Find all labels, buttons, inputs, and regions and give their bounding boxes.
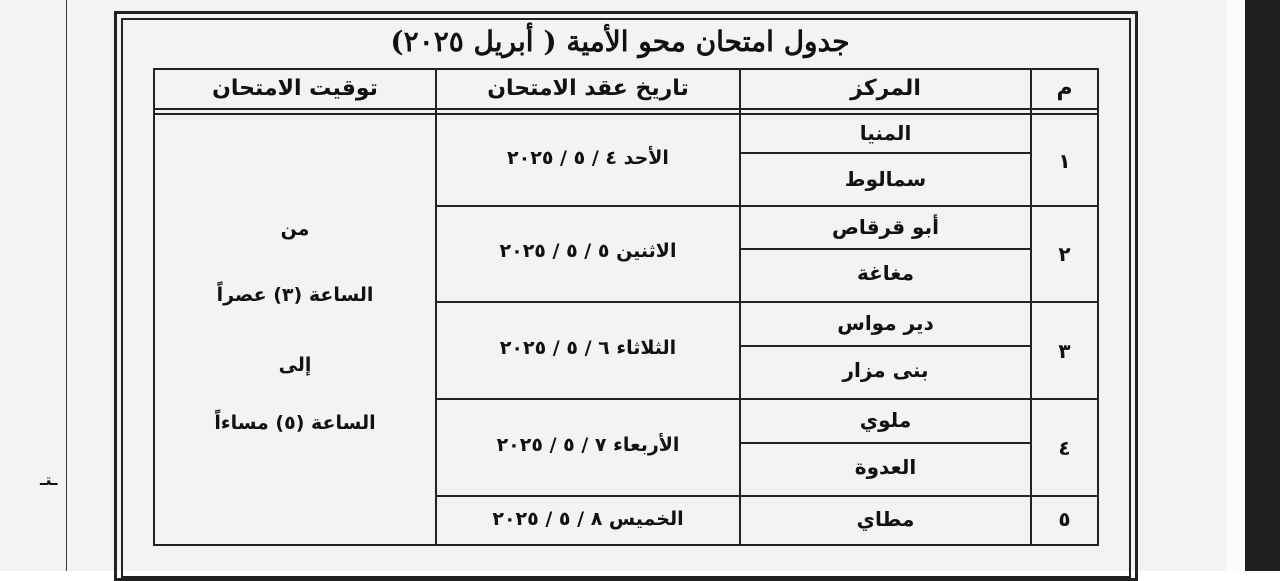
row-3-num: ٣	[1058, 339, 1071, 363]
group-sep-1	[435, 205, 1099, 207]
sub-sep-1	[739, 152, 1030, 154]
page-edge	[1226, 0, 1245, 571]
row-2-center-1: أبو قرقاص	[832, 215, 939, 239]
row-1-center-1: المنيا	[859, 121, 912, 145]
header-date: تاريخ عقد الامتحان	[487, 76, 689, 101]
row-1-center-2: سمالوط	[844, 167, 927, 191]
header-time: توقيت الامتحان	[212, 76, 378, 101]
time-start: الساعة (٣) عصراً	[216, 284, 374, 306]
dark-edge	[1245, 0, 1280, 571]
row-4-num: ٤	[1058, 436, 1071, 460]
header-sep-1	[153, 108, 1099, 110]
table-border-bottom	[153, 544, 1099, 546]
group-sep-3	[435, 398, 1099, 400]
row-5-center-1: مطاي	[856, 507, 915, 531]
page-title: جدول امتحان محو الأمية ( أبريل ٢٠٢٥)	[390, 25, 850, 58]
page-fold-line	[66, 0, 67, 571]
row-4-center-1: ملوي	[859, 408, 912, 432]
col-sep-center-num	[1030, 68, 1032, 546]
sub-sep-2	[739, 248, 1030, 250]
header-sep-2	[153, 113, 1099, 115]
row-3-date: الثلاثاء ٦ / ٥ / ٢٠٢٥	[499, 337, 677, 359]
exam-table	[153, 68, 1099, 546]
row-4-center-2: العدوة	[854, 455, 917, 479]
row-2-center-2: مغاغة	[857, 261, 914, 285]
time-to: إلى	[278, 354, 312, 376]
row-5-date: الخميس ٨ / ٥ / ٢٠٢٥	[492, 508, 684, 530]
row-2-date: الاثنين ٥ / ٥ / ٢٠٢٥	[499, 240, 677, 262]
row-3-center-2: بنى مزار	[842, 358, 929, 382]
col-sep-time-date	[435, 68, 437, 546]
row-1-date: الأحد ٤ / ٥ / ٢٠٢٥	[507, 147, 669, 169]
row-2-num: ٢	[1058, 242, 1071, 266]
row-5-num: ٥	[1058, 507, 1071, 531]
table-border-top	[153, 68, 1099, 70]
margin-mark: ـتـ	[40, 470, 58, 489]
group-sep-4	[435, 495, 1099, 497]
group-sep-2	[435, 301, 1099, 303]
row-3-center-1: دير مواس	[837, 311, 934, 335]
header-num: م	[1056, 76, 1073, 101]
row-4-date: الأربعاء ٧ / ٥ / ٢٠٢٥	[496, 434, 680, 456]
header-center: المركز	[850, 76, 921, 101]
time-from: من	[280, 218, 310, 240]
time-end: الساعة (٥) مساءاً	[214, 412, 376, 434]
row-1-num: ١	[1058, 149, 1071, 173]
sub-sep-3	[739, 345, 1030, 347]
table-border-right	[1097, 68, 1099, 546]
sub-sep-4	[739, 442, 1030, 444]
